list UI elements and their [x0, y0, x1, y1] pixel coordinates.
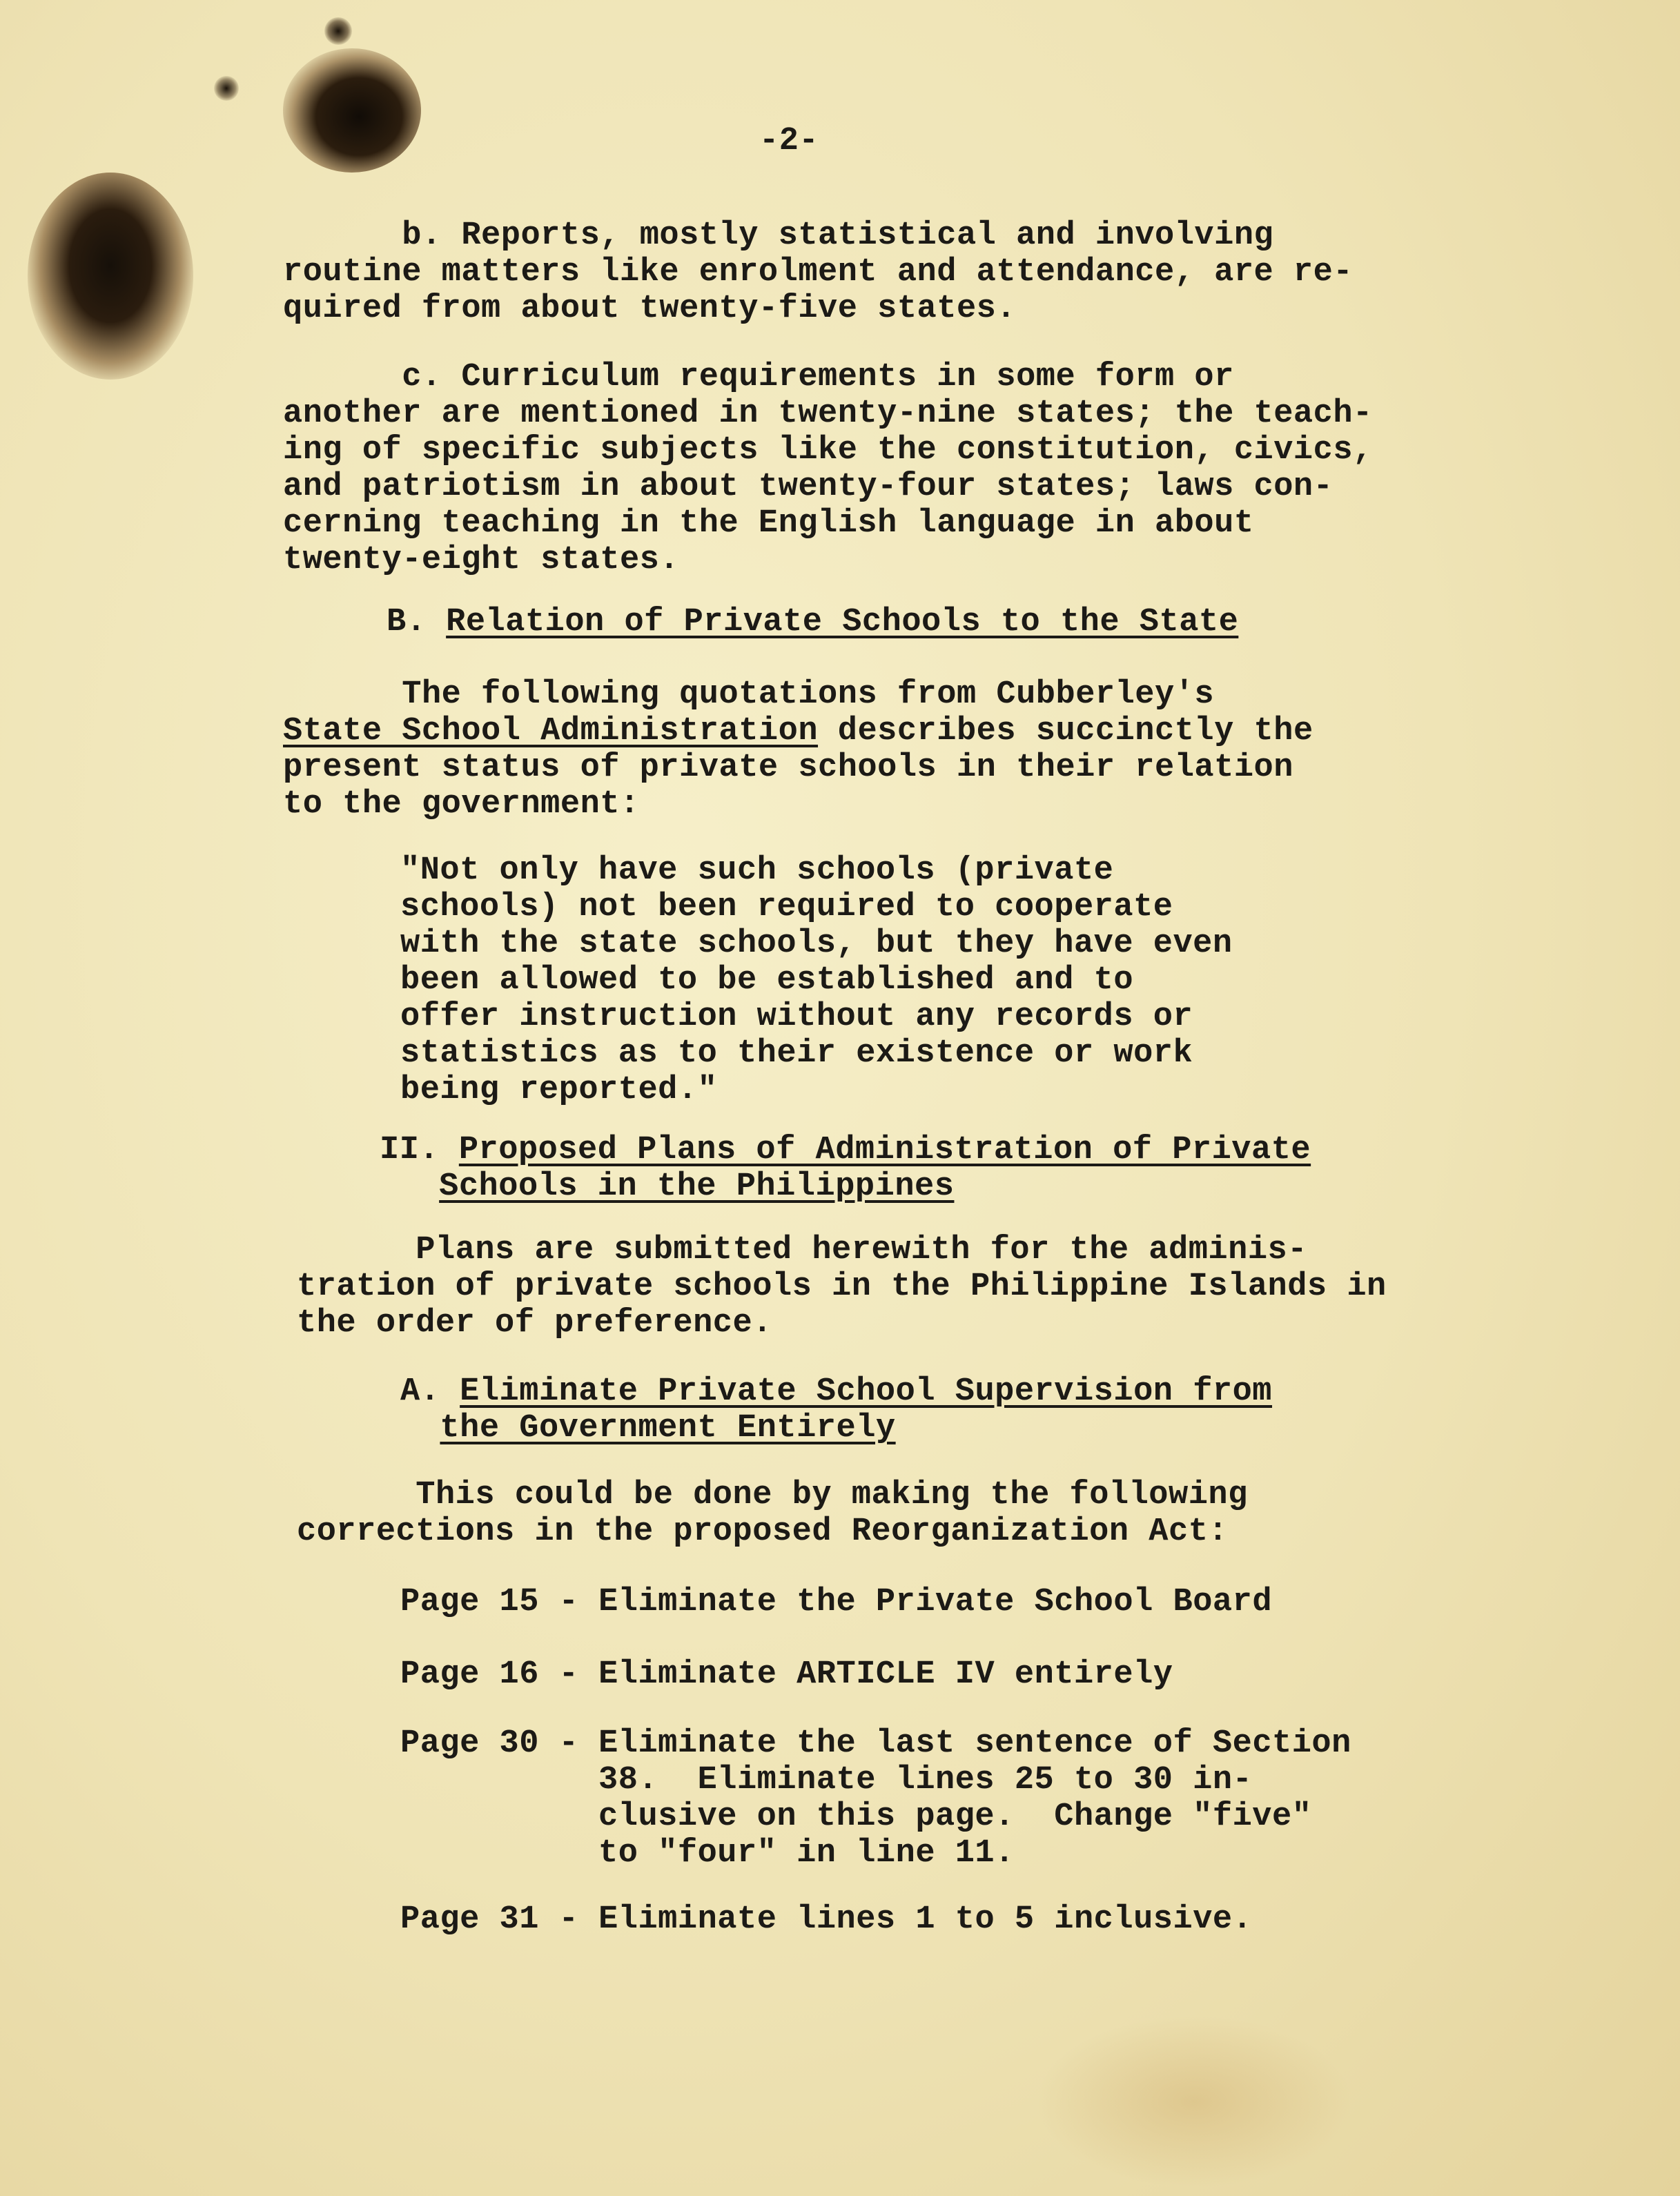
paragraph-c: [283, 359, 1373, 578]
heading-title-line: Eliminate Private School Supervision from: [460, 1373, 1273, 1410]
text-line: [297, 1232, 416, 1268]
correction-item: [400, 1901, 1252, 1938]
text-line: [400, 1798, 598, 1835]
item-page: Page 16: [400, 1656, 539, 1693]
heading-prefix: II.: [380, 1132, 459, 1168]
text-line: [283, 359, 402, 395]
text-line: [297, 1477, 416, 1513]
correction-item: [400, 1584, 1272, 1620]
section-heading-ii: [380, 1132, 1311, 1205]
item-separator: -: [538, 1725, 599, 1762]
text-line: to the government:: [283, 786, 640, 823]
paragraph-corrections: [297, 1477, 1248, 1550]
text-line: cerning teaching in the English language in about: [283, 505, 1254, 542]
quote-line: "Not only have such schools (private: [400, 852, 1114, 889]
ink-stain: [28, 173, 193, 380]
item-text: Eliminate lines 1 to 5 inclusive.: [598, 1901, 1253, 1938]
text-line: quired from about twenty-five states.: [283, 291, 1017, 327]
section-heading-a: [400, 1373, 1272, 1447]
text-line: This could be done by making the following: [416, 1477, 1248, 1513]
text-line: The following quotations from Cubberley's: [402, 676, 1215, 713]
paragraph-plans: [297, 1232, 1387, 1342]
correction-item: [400, 1656, 1173, 1693]
text-line: tration of private schools in the Philippine Islands in: [297, 1268, 1387, 1305]
page-number: -2-: [759, 123, 819, 159]
quote-line: being reported.": [400, 1072, 718, 1108]
paragraph-b: [283, 217, 1353, 327]
quote-line: statistics as to their existence or work: [400, 1035, 1193, 1072]
ink-stain: [283, 48, 421, 173]
heading-title: Relation of Private Schools to the State: [446, 604, 1239, 640]
quote-line: with the state schools, but they have even: [400, 925, 1233, 962]
text-line: twenty-eight states.: [283, 542, 680, 578]
heading-prefix: B.: [387, 604, 447, 640]
text-line: b. Reports, mostly statistical and involving: [402, 217, 1274, 254]
text-line: routine matters like enrolment and attendance, are re-: [283, 254, 1354, 291]
quote-line: schools) not been required to cooperate: [400, 889, 1173, 925]
item-text: Eliminate ARTICLE IV entirely: [598, 1656, 1173, 1693]
text-line: [400, 1410, 440, 1447]
item-text: to "four" in line 11.: [598, 1835, 1015, 1872]
text-line: another are mentioned in twenty-nine states; the teach-: [283, 395, 1373, 432]
paragraph-quote-intro: [283, 676, 1313, 823]
ink-stain: [214, 76, 239, 101]
text-line: [380, 1168, 439, 1205]
text-line: Plans are submitted herewith for the adminis-: [416, 1232, 1307, 1268]
block-quote: [400, 852, 1233, 1108]
section-heading-b: [387, 604, 1238, 640]
text-line: c. Curriculum requirements in some form or: [402, 359, 1234, 395]
quote-line: offer instruction without any records or: [400, 999, 1193, 1035]
text-line: [400, 1762, 598, 1798]
text-line: [283, 217, 402, 254]
heading-title-line: Proposed Plans of Administration of Private: [458, 1132, 1311, 1168]
item-page: Page 15: [400, 1584, 539, 1620]
item-text: 38. Eliminate lines 25 to 30 in-: [598, 1762, 1253, 1798]
item-text: clusive on this page. Change "five": [598, 1798, 1312, 1835]
item-separator: -: [538, 1584, 599, 1620]
text-line: [283, 676, 402, 713]
ink-stain: [324, 17, 352, 45]
item-text: Eliminate the last sentence of Section: [598, 1725, 1351, 1762]
text-line: describes succinctly the: [818, 713, 1313, 749]
item-separator: -: [538, 1656, 599, 1693]
item-separator: -: [538, 1901, 599, 1938]
quote-line: been allowed to be established and to: [400, 962, 1134, 999]
item-text: Eliminate the Private School Board: [598, 1584, 1273, 1620]
text-line: [400, 1835, 598, 1872]
paper-discoloration: [1035, 2015, 1353, 2188]
text-line: the order of preference.: [297, 1305, 772, 1342]
correction-item: [400, 1725, 1351, 1872]
heading-prefix: A.: [400, 1373, 460, 1410]
text-line: present status of private schools in their relation: [283, 749, 1293, 786]
heading-title-line: Schools in the Philippines: [439, 1168, 955, 1205]
text-line: corrections in the proposed Reorganization Act:: [297, 1513, 1229, 1550]
text-line: and patriotism in about twenty-four states; laws con-: [283, 469, 1334, 505]
item-page: Page 31: [400, 1901, 539, 1938]
heading-title-line: the Government Entirely: [440, 1410, 896, 1447]
book-title: State School Administration: [283, 713, 819, 749]
text-line: ing of specific subjects like the constitution, civics,: [283, 432, 1373, 469]
item-page: Page 30: [400, 1725, 539, 1762]
